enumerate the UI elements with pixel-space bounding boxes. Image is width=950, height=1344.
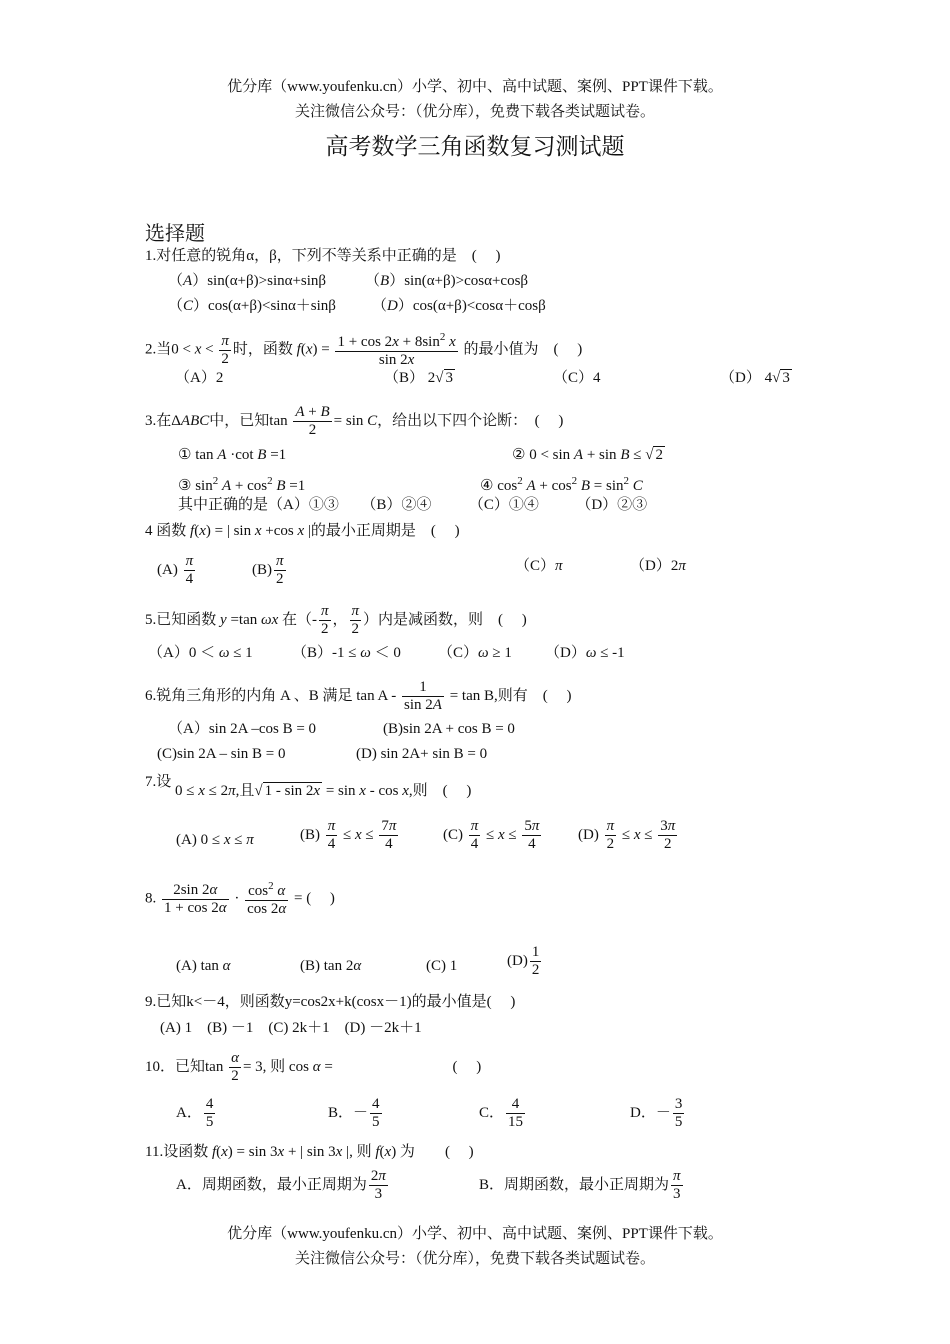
q10-stem-pre: 10．已知 <box>145 1059 206 1076</box>
q7-d-label: (D) <box>578 827 599 844</box>
q3-s2-mark: ② <box>512 447 526 463</box>
q8-option-d: (D) $\frac{1}{2}$ <box>507 944 540 979</box>
q9-stem: 9.已知k<－4，则函数y=cos2x+k(cosx－1)的最小值是( ) <box>145 994 516 1010</box>
q5-a-pre: （A）0 ＜ <box>148 645 216 661</box>
q5-a-post: ≤ 1 <box>233 645 253 661</box>
q2-function-fraction: $\frac{1 + \cos 2x + 8\sin^2 x}{\sin 2x}$ <box>337 331 456 369</box>
q2-stem-pre: 2.当 <box>145 341 172 358</box>
q7-option-b: (B) $\frac{\pi}{4}$ ≤ x ≤ $\frac{7\pi}{4}$ <box>300 818 397 853</box>
q4-option-b: (B) $\frac{\pi}{2}$ <box>252 553 284 588</box>
q5-c-post: ≥ 1 <box>492 645 512 661</box>
q4-option-d-label: （D）2 <box>630 558 679 574</box>
q10-fraction: $\frac{\alpha}{2}$ <box>231 1050 239 1085</box>
q3-statement-1: ① tan A ·cot B =1 <box>178 447 287 463</box>
q5-c-pre: （C） <box>438 645 479 661</box>
q7-c-label: (C) <box>443 827 463 844</box>
section-heading: 选择题 <box>145 223 205 245</box>
q8-d-label: (D) <box>507 953 528 970</box>
q3-statement-2: ② 0 < sin A + sin B ≤ √ 2 <box>512 447 663 463</box>
q11-stem: 11.设函数 f(x) = sin 3x + | sin 3x |, 则 f(x) 为 ( ) <box>145 1144 474 1160</box>
q1-option-a-text: sin(α+β)>sinα+sinβ <box>207 273 327 289</box>
q8-option-b: (B) tan 2α <box>300 958 362 974</box>
q3-statement-4: ④ $\cos^2 A + \cos^2 B = \sin^2 C$ <box>480 475 643 494</box>
q1-option-c-text: cos(α+β)<sinα＋sinβ <box>208 298 336 314</box>
q10-d-label: D．－ <box>630 1105 671 1122</box>
q2-stem-mid: 时，函数 <box>232 341 293 358</box>
q4-option-b-label: (B) <box>252 562 272 579</box>
q3-s1-mark: ① <box>178 447 192 463</box>
q4-option-a-label: (A) <box>157 562 178 579</box>
footer-line-1: 优分库（www.youfenku.cn）小学、初中、高中试题、案例、PPT课件下载。 <box>227 1226 723 1242</box>
q4-option-a: (A) $\frac{\pi}{4}$ <box>157 553 194 588</box>
q7-stem <box>145 772 171 792</box>
q6-fraction: $\frac{1}{\sin 2A}$ <box>404 679 442 714</box>
q5-option-a: （A）0 ＜ ω ≤ 1 <box>148 645 253 661</box>
q3-fraction: $\frac{A + B}{2}$ <box>295 404 330 439</box>
q11-b-text: B．周期函数，最小正周期为 <box>479 1177 670 1194</box>
q1-option-b: （B）sin(α+β)>cosα+cosβ <box>365 273 529 289</box>
q11-option-b: B．周期函数，最小正周期为 $\frac{\pi}{3}$ <box>479 1168 681 1203</box>
q8-stem: 8. $\frac{2\sin 2\alpha}{1 + \cos 2\alpha}$ · $\frac{\cos^2 \alpha}{\cos 2\alpha}$ = ( ) <box>145 880 335 918</box>
q3-stem: 3.在ΔABC中，已知tan $\frac{A + B}{2}$ = sin C，给出以下四个论断： ( ) <box>145 404 564 439</box>
q10-option-a: A． $\frac{4}{5}$ <box>176 1096 214 1131</box>
q10-stem-post: ( ) <box>452 1059 482 1076</box>
q7-option-a: (A) 0 ≤ x ≤ π <box>176 832 254 848</box>
q5-b-pre: （B）-1 ≤ <box>292 645 357 661</box>
q4-stem-post: 的最小正周期是 ( ) <box>310 523 460 539</box>
q3-stem-post: ，给出以下四个论断： ( ) <box>377 413 564 430</box>
q8-fraction-2: $\frac{\cos^2 \alpha}{\cos 2\alpha}$ <box>247 880 287 918</box>
q2-fraction-pi-2: $\frac{\pi}{2}$ <box>221 332 229 367</box>
q6-option-d: (D) sin 2A+ sin B = 0 <box>356 746 488 762</box>
page-title: 高考数学三角函数复习测试题 <box>325 134 625 159</box>
q2-option-a: （A）2 <box>175 370 224 386</box>
q6-option-b: (B)sin 2A + cos B = 0 <box>383 721 515 737</box>
q4-stem-pre: 4 函数 <box>145 523 187 539</box>
q3-statement-3: ③ $\sin^2 A + \cos^2 B =1$ <box>178 475 306 494</box>
q1-option-c: （C）cos(α+β)<sinα＋sinβ <box>168 298 336 314</box>
q7-stem-mid: ,且 <box>235 783 255 799</box>
q3-s4-mark: ④ <box>480 478 494 494</box>
q8-b-label: (B) <box>300 958 320 974</box>
q1-option-d: （D）cos(α+β)<cosα＋cosβ <box>372 298 546 314</box>
q2-option-b-label: （B） <box>384 370 425 386</box>
q6-option-a: （A）sin 2A –cos B = 0 <box>168 721 317 737</box>
q3-stem-pre: 3.在 <box>145 413 172 430</box>
q5-stem-pre: 5.已知函数 <box>145 612 217 629</box>
q11-stem-pre: 11.设函数 <box>145 1144 209 1160</box>
q3-answers: 其中正确的是（A）①③ （B）②④ （C）①④ （D）②③ <box>178 497 648 513</box>
q5-stem: 5.已知函数 y =tan ωx 在（- $\frac{\pi}{2}$ ， $\frac{\pi}{2}$ ）内是减函数，则 ( ) <box>145 603 527 638</box>
q4-option-c-label: （C） <box>515 558 556 574</box>
q6-option-c: (C)sin 2A – sin B = 0 <box>157 746 286 762</box>
q4-option-d: （D）2π <box>630 558 686 574</box>
q2-option-d: （D） 4√ 3 <box>720 370 790 386</box>
footer-line-2: 关注微信公众号：（优分库），免费下载各类试题试卷。 <box>294 1251 655 1267</box>
q10-option-c: C． $\frac{4}{15}$ <box>479 1096 524 1131</box>
q10-option-d: D．－ $\frac{3}{5}$ <box>630 1096 683 1131</box>
q6-stem-pre: 6.锐角三角形的内角 A 、B 满足 tan A - <box>145 688 397 705</box>
q5-stem-post: ）内是减函数，则 ( ) <box>363 612 527 629</box>
q5-option-b: （B）-1 ≤ ω ＜ 0 <box>292 645 401 661</box>
q7-stem-pre: 7.设 <box>145 774 172 790</box>
q10-a-label: A． <box>176 1105 202 1122</box>
q2-option-d-label: （D） <box>720 370 761 386</box>
q4-stem: 4 函数 f(x) = | sin x +cos x |的最小正周期是 ( ) <box>145 523 460 539</box>
q8-stem-pre: 8. <box>145 890 157 907</box>
q8-option-a: (A) tan α <box>176 958 231 974</box>
q10-stem: 10．已知tan $\frac{\alpha}{2}$ = 3, 则 cos α = ( ) <box>145 1050 482 1085</box>
q8-a-label: (A) <box>176 958 197 974</box>
q9-options: (A) 1 (B) －1 (C) 2k＋1 (D) －2k＋1 <box>160 1020 422 1036</box>
q8-fraction-1: $\frac{2\sin 2\alpha}{1 + \cos 2\alpha}$ <box>164 881 227 916</box>
q7-option-d: (D) $\frac{\pi}{2}$ ≤ x ≤ $\frac{3\pi}{2}$ <box>578 818 676 853</box>
header-line-1: 优分库（www.youfenku.cn）小学、初中、高中试题、案例、PPT课件下载。 <box>227 79 723 95</box>
q8-stem-post: ( ) <box>306 890 335 907</box>
q7-b-label: (B) <box>300 827 320 844</box>
q7-a-label: (A) <box>176 832 197 848</box>
q11-option-a: A．周期函数，最小正周期为 $\frac{2\pi}{3}$ <box>176 1168 386 1203</box>
q2-option-d-value: 3 <box>782 370 790 386</box>
q6-stem-post: = tan B,则有 ( ) <box>449 688 572 705</box>
q10-option-b: B．－ $\frac{4}{5}$ <box>328 1096 380 1131</box>
q7-condition: 0 ≤ x ≤ 2π,且√ 1 - sin 2x = sin x - cos x,则 ( ) <box>175 783 472 799</box>
q2-option-b: （B） 2√ 3 <box>384 370 453 386</box>
q3-stem-mid: 中，已知 <box>209 413 270 430</box>
q5-option-d: （D）ω ≤ -1 <box>545 645 625 661</box>
q2-option-b-value: 3 <box>445 370 453 386</box>
q7-option-c: (C) $\frac{\pi}{4}$ ≤ x ≤ $\frac{5\pi}{4}$ <box>443 818 540 853</box>
q11-a-text: A．周期函数，最小正周期为 <box>176 1177 367 1194</box>
q1-stem: 1.对任意的锐角α，β，下列不等关系中正确的是 ( ) <box>145 248 501 264</box>
q2-stem: 2.当0 < x < $\frac{\pi}{2}$ 时，函数 f(x) = $\frac{1 + \cos 2x + 8\sin^2 x}{\sin 2x}$ 的最小值为 ( ) <box>145 331 583 369</box>
q10-c-label: C． <box>479 1105 505 1122</box>
q1-option-d-text: cos(α+β)<cosα＋cosβ <box>412 298 546 314</box>
q1-option-a: （A）sin(α+β)>sinα+sinβ <box>168 273 327 289</box>
q8-option-c: (C) 1 <box>426 958 458 974</box>
q7-stem-post: ,则 ( ) <box>408 783 472 799</box>
q1-option-b-text: sin(α+β)>cosα+cosβ <box>404 273 529 289</box>
q2-option-c: （C）4 <box>553 370 601 386</box>
q5-option-c: （C）ω ≥ 1 <box>438 645 512 661</box>
q11-stem-post: ( ) <box>444 1144 474 1160</box>
q4-option-c: （C）π <box>515 558 563 574</box>
q5-b-post: ＜ 0 <box>374 645 401 661</box>
q6-stem <box>145 679 571 715</box>
q2-stem-post: 的最小值为 ( ) <box>463 341 583 358</box>
q10-b-label: B．－ <box>328 1105 369 1122</box>
q3-s3-mark: ③ <box>178 478 192 494</box>
q5-d-post: ≤ -1 <box>600 645 625 661</box>
q5-d-pre: （D） <box>545 645 586 661</box>
header-line-2: 关注微信公众号：（优分库），免费下载各类试题试卷。 <box>294 104 655 120</box>
